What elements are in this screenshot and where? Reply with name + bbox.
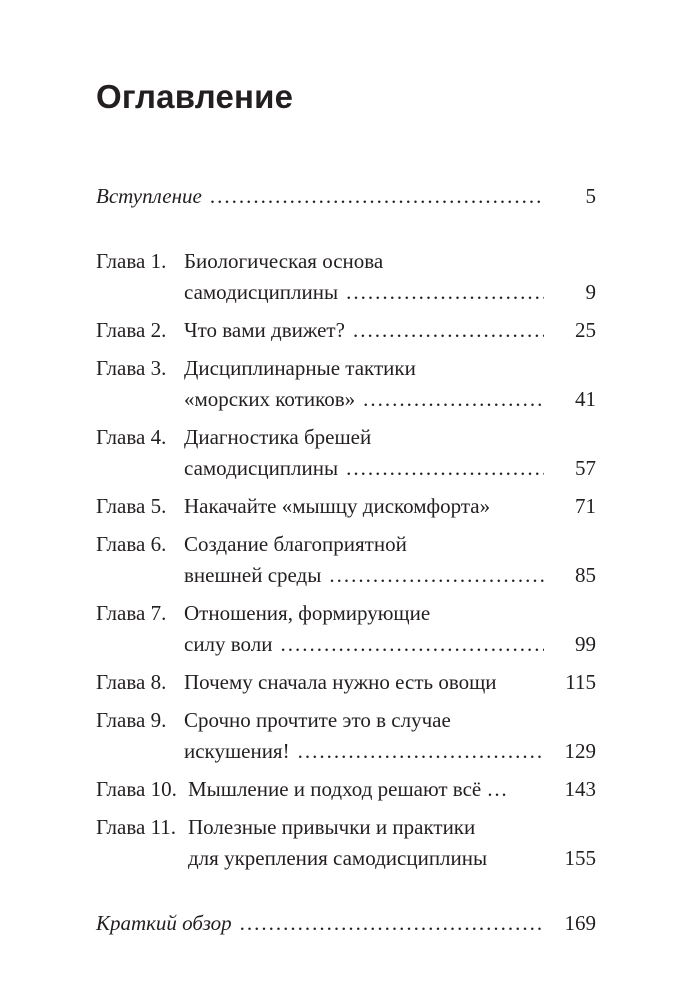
chapter-title-line: Диагностика брешей (184, 425, 372, 449)
chapter-number: Глава 11. (96, 815, 177, 839)
chapter-title-line: Мышление и подход решают всё … (188, 777, 508, 801)
toc-entry-summary[interactable] (96, 908, 596, 939)
chapter-number: Глава 1. (96, 249, 167, 273)
chapter-number: Глава 2. (96, 318, 167, 342)
toc-entry-chapter-10[interactable] (96, 774, 596, 805)
toc-entry-chapter-8[interactable] (96, 667, 596, 698)
chapter-title-line: Создание благоприятной (184, 532, 407, 556)
chapter-title-line: Почему сначала нужно есть овощи (184, 670, 497, 694)
chapter-title-line: самодисциплины (184, 456, 339, 480)
toc-page-number: 25 (575, 318, 596, 342)
chapter-title-line: Что вами движет? (184, 318, 345, 342)
chapter-number: Глава 3. (96, 356, 167, 380)
toc-page-number: 85 (575, 563, 596, 587)
toc-entry-chapter-1[interactable] (96, 246, 596, 308)
chapter-number: Глава 6. (96, 532, 167, 556)
toc-entry-chapter-4[interactable] (96, 422, 596, 484)
chapter-title-line: Полезные привычки и практики (188, 815, 476, 839)
chapter-title-line: самодисциплины (184, 280, 339, 304)
chapter-title-line: внешней среды (184, 563, 322, 587)
toc-entry-label: Краткий обзор (96, 911, 232, 935)
chapter-title-line: Биологическая основа (184, 249, 384, 273)
dot-leader (281, 629, 544, 660)
toc-page-number: 169 (564, 911, 596, 935)
table-of-contents (96, 181, 596, 939)
dot-leader (363, 384, 544, 415)
toc-page-number: 71 (575, 494, 596, 518)
chapter-title-line: «морских котиков» (184, 387, 356, 411)
toc-entry-chapter-3[interactable] (96, 353, 596, 415)
toc-page-number: 99 (575, 632, 596, 656)
toc-page-number: 57 (575, 456, 596, 480)
chapter-number: Глава 5. (96, 494, 167, 518)
toc-entry-chapter-5[interactable] (96, 491, 596, 522)
chapter-number: Глава 9. (96, 708, 167, 732)
dot-leader (329, 560, 544, 591)
page-title: Оглавление (96, 78, 294, 115)
toc-entry-chapter-9[interactable] (96, 705, 596, 767)
toc-entry-chapter-11[interactable] (96, 812, 596, 874)
dot-leader (240, 908, 544, 939)
chapter-title-line: Накачайте «мышцу дискомфорта» (184, 494, 491, 518)
chapter-title-line: Отношения, формирующие (184, 601, 431, 625)
chapter-title-line: силу воли (184, 632, 273, 656)
toc-entry-intro[interactable] (96, 181, 596, 212)
chapter-number: Глава 7. (96, 601, 167, 625)
toc-page-number: 129 (564, 739, 596, 763)
toc-page-number: 9 (585, 280, 596, 304)
dot-leader (210, 181, 544, 212)
toc-entry-chapter-7[interactable] (96, 598, 596, 660)
chapter-title-line: Срочно прочтите это в случае (184, 708, 451, 732)
chapter-number: Глава 8. (96, 670, 167, 694)
toc-page-number: 115 (565, 670, 596, 694)
chapter-title-line: для укрепления самодисциплины (188, 846, 488, 870)
toc-page-number: 41 (575, 387, 596, 411)
dot-leader (353, 315, 544, 346)
toc-page-number: 5 (585, 184, 596, 208)
dot-leader (346, 453, 544, 484)
chapter-title-line: Дисциплинарные тактики (184, 356, 416, 380)
toc-entry-chapter-2[interactable] (96, 315, 596, 346)
toc-entry-label: Вступление (96, 184, 202, 208)
dot-leader (346, 277, 544, 308)
toc-page-number: 155 (564, 846, 596, 870)
chapter-title-line: искушения! (184, 739, 290, 763)
toc-entry-chapter-6[interactable] (96, 529, 596, 591)
chapter-number: Глава 4. (96, 425, 167, 449)
dot-leader (298, 736, 544, 767)
toc-page-number: 143 (564, 777, 596, 801)
chapter-number: Глава 10. (96, 777, 177, 801)
